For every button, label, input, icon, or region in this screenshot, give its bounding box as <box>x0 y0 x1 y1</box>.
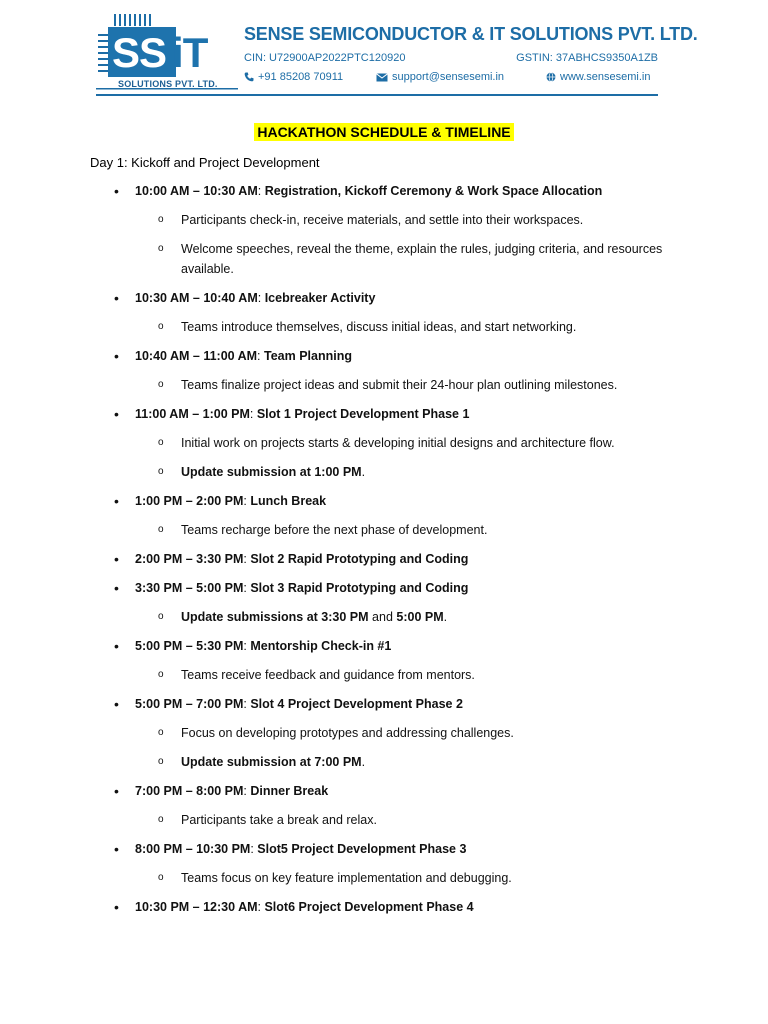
note-punctuation: . <box>361 464 366 479</box>
schedule-slot <box>90 492 690 512</box>
email-contact <box>376 71 504 83</box>
slot-time: 10:40 AM – 11:00 AM <box>135 348 258 363</box>
slot-title: Slot 4 Project Development Phase 2 <box>250 696 463 711</box>
email-address[interactable]: support@sensesemi.in <box>392 71 505 83</box>
slot-separator: : <box>243 783 251 798</box>
schedule-slot <box>90 782 690 802</box>
note-bold-text: Update submission at 7:00 PM <box>181 754 362 769</box>
schedule-slot <box>90 695 690 715</box>
slot-note <box>90 318 690 338</box>
phone-icon <box>244 72 254 82</box>
slot-time: 1:00 PM – 2:00 PM <box>135 493 244 508</box>
slot-title: Mentorship Check-in #1 <box>250 638 392 653</box>
slot-title: Dinner Break <box>250 783 329 798</box>
schedule-slot <box>90 840 690 860</box>
note-text: Teams introduce themselves, discuss initial ideas, and start networking. <box>181 319 577 334</box>
schedule-slot <box>90 347 690 367</box>
slot-separator: : <box>243 493 251 508</box>
phone-number[interactable]: +91 85208 70911 <box>258 71 344 83</box>
slot-time: 2:00 PM – 3:30 PM <box>135 551 244 566</box>
slot-note <box>90 724 690 744</box>
schedule-slot <box>90 550 690 570</box>
slot-separator: : <box>249 406 257 421</box>
slot-separator: : <box>243 551 251 566</box>
day-heading: Day 1: Kickoff and Project Development <box>90 155 320 170</box>
note-text: Teams finalize project ideas and submit their 24-hour plan outlining milestones. <box>181 377 618 392</box>
slot-note <box>90 521 690 541</box>
slot-note <box>90 811 690 831</box>
note-bold-text: 5:00 PM <box>396 609 444 624</box>
schedule-list <box>90 182 690 927</box>
note-text: Teams receive feedback and guidance from mentors. <box>181 667 475 682</box>
company-name: SENSE SEMICONDUCTOR & IT SOLUTIONS PVT. LTD. <box>244 24 698 44</box>
header-divider <box>96 94 658 96</box>
slot-note <box>90 240 690 279</box>
slot-title: Slot6 Project Development Phase 4 <box>264 899 474 914</box>
slot-separator: : <box>243 696 251 711</box>
slot-separator: : <box>257 184 265 198</box>
slot-note <box>90 753 690 773</box>
slot-title: Slot5 Project Development Phase 3 <box>257 841 467 856</box>
slot-separator: : <box>257 348 264 363</box>
note-bold-text: Update submission at 1:00 PM <box>181 464 362 479</box>
note-text: Initial work on projects starts & developing initial designs and architecture flow. <box>181 435 615 450</box>
slot-time: 5:00 PM – 7:00 PM <box>135 696 244 711</box>
logo-wordmark: SS iT <box>108 29 232 77</box>
envelope-icon <box>376 73 388 82</box>
slot-separator: : <box>257 290 265 305</box>
slot-time: 10:30 PM – 12:30 AM <box>135 899 258 914</box>
slot-time: 5:00 PM – 5:30 PM <box>135 638 244 653</box>
note-text: Welcome speeches, reveal the theme, explain the rules, judging criteria, and resources available. <box>181 242 663 276</box>
slot-separator: : <box>243 580 251 595</box>
slot-time: 10:30 AM – 10:40 AM <box>135 290 258 305</box>
schedule-slot <box>90 579 690 599</box>
slot-title: Slot 1 Project Development Phase 1 <box>256 406 470 421</box>
schedule-slot <box>90 405 690 425</box>
slot-separator: : <box>257 899 265 914</box>
schedule-slot <box>90 182 690 202</box>
slot-note <box>90 376 690 396</box>
note-text: Teams recharge before the next phase of development. <box>181 522 488 537</box>
letterhead <box>96 12 698 96</box>
note-text: Focus on developing prototypes and addressing challenges. <box>181 725 514 740</box>
slot-separator: : <box>250 841 258 856</box>
slot-title: Slot 3 Rapid Prototyping and Coding <box>250 580 469 595</box>
note-punctuation: . <box>361 754 366 769</box>
slot-note <box>90 434 690 454</box>
slot-title: Registration, Kickoff Ceremony & Work Space Allocation <box>264 184 603 198</box>
slot-title: Slot 2 Rapid Prototyping and Coding <box>250 551 469 566</box>
schedule-slot <box>90 289 690 309</box>
note-punctuation: . <box>443 609 448 624</box>
website-link[interactable]: www.sensesemi.in <box>560 71 651 83</box>
slot-note <box>90 463 690 483</box>
website-contact <box>546 71 650 83</box>
note-bold-text: Update submissions at 3:30 PM <box>181 609 369 624</box>
slot-separator: : <box>243 638 251 653</box>
slot-time: 10:00 AM – 10:30 AM <box>135 184 258 198</box>
gstin-number: GSTIN: 37ABHCS9350A1ZB <box>516 52 658 64</box>
schedule-slot <box>90 637 690 657</box>
slot-time: 11:00 AM – 1:00 PM <box>135 406 250 421</box>
slot-note <box>90 666 690 686</box>
note-text: Teams focus on key feature implementation and debugging. <box>181 870 512 885</box>
document-title: HACKATHON SCHEDULE & TIMELINE <box>254 123 513 141</box>
slot-note <box>90 608 690 628</box>
note-text: and <box>368 609 397 624</box>
slot-title: Lunch Break <box>250 493 327 508</box>
slot-title: Team Planning <box>264 348 352 363</box>
globe-icon <box>546 72 556 82</box>
company-logo <box>96 12 238 92</box>
title-wrapper <box>0 123 768 142</box>
phone-contact <box>244 71 343 83</box>
logo-subtitle: SOLUTIONS PVT. LTD. <box>118 79 218 89</box>
schedule-slot <box>90 898 690 918</box>
note-text: Participants take a break and relax. <box>181 812 377 827</box>
slot-title: Icebreaker Activity <box>264 290 376 305</box>
slot-note <box>90 869 690 889</box>
slot-time: 8:00 PM – 10:30 PM <box>135 841 251 856</box>
slot-time: 3:30 PM – 5:00 PM <box>135 580 244 595</box>
cin-number: CIN: U72900AP2022PTC120920 <box>244 52 406 64</box>
slot-note <box>90 211 690 231</box>
note-text: Participants check-in, receive materials, and settle into their workspaces. <box>181 213 584 227</box>
slot-time: 7:00 PM – 8:00 PM <box>135 783 244 798</box>
